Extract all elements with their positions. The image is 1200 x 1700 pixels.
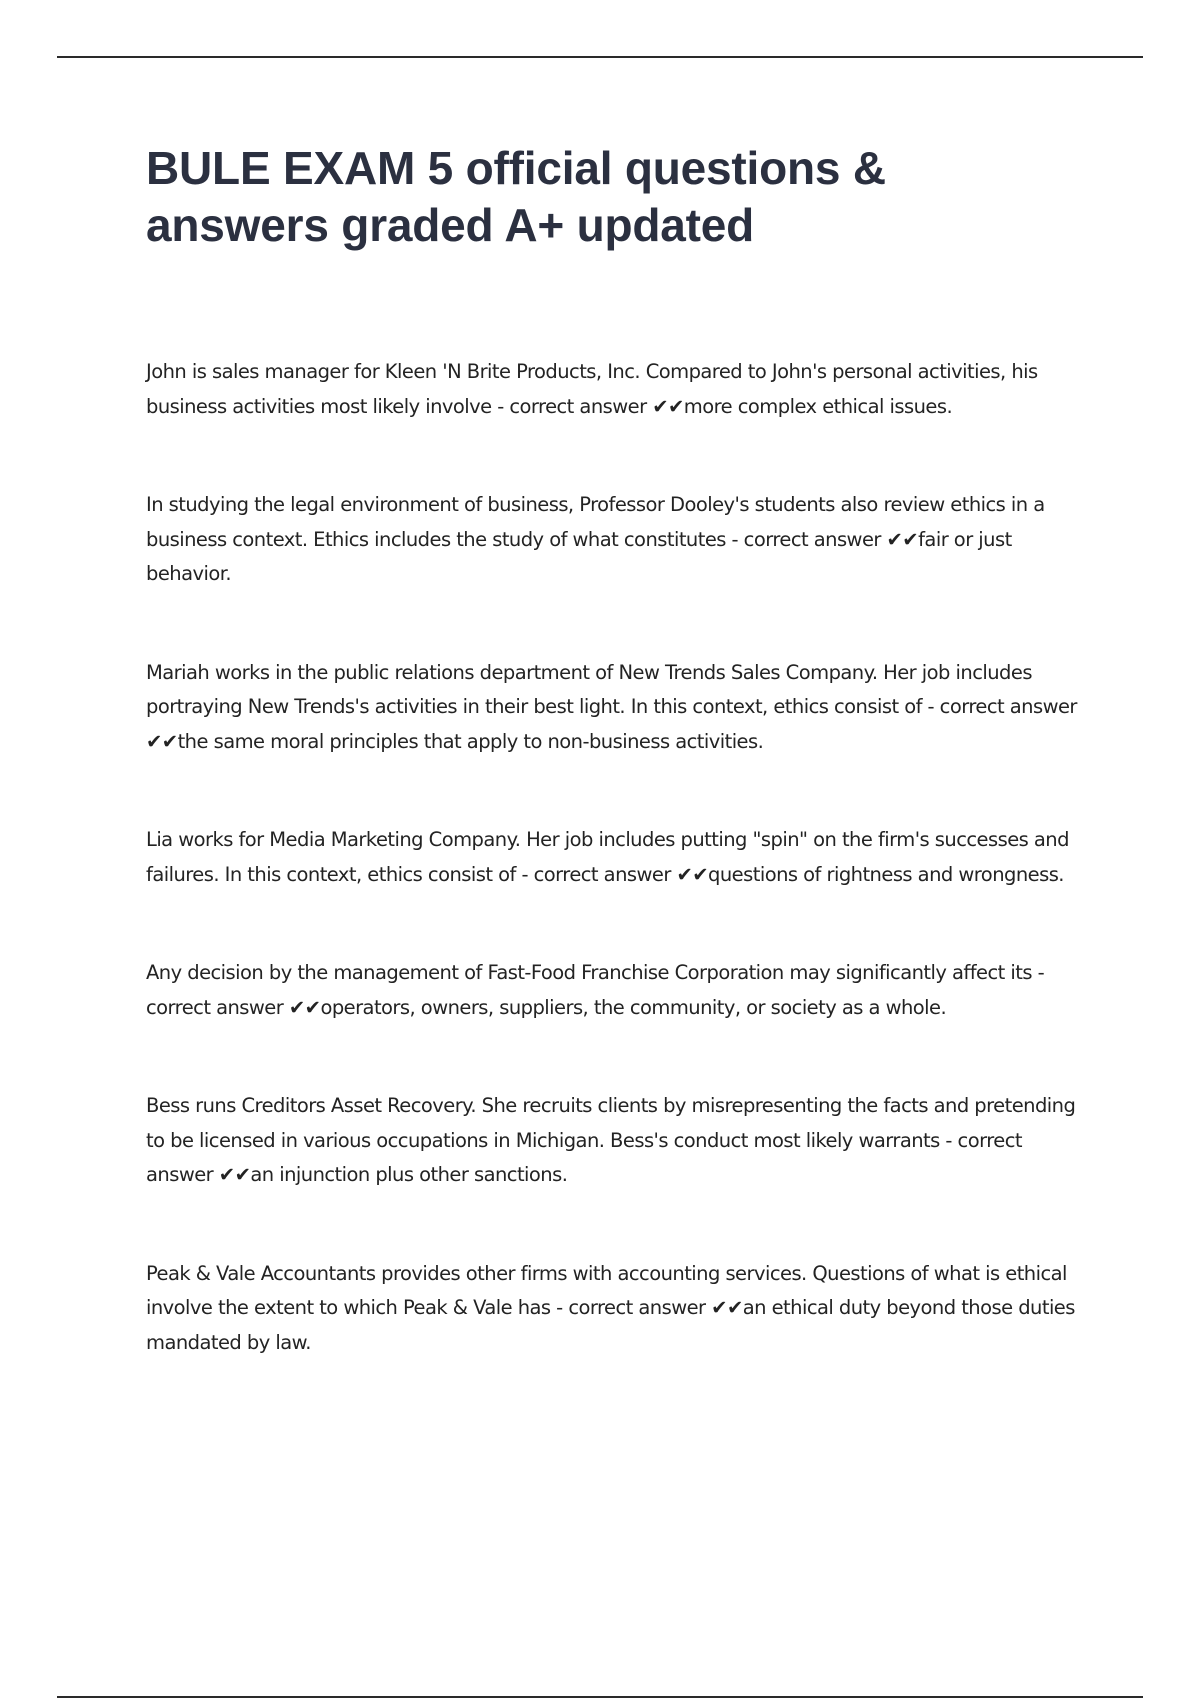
question-text: Bess runs Creditors Asset Recovery. She recruits clients by misrepresenting the facts and pretending to be licensed in various occupations in Michigan. Bess's conduct most likely warrants - correct answer ✔✔: [146, 1094, 1076, 1186]
question-text: Mariah works in the public relations department of New Trends Sales Company. Her job includes portraying New Trends's activities in their best light. In this context, ethics consist of - correct answer ✔✔: [146, 660, 1077, 753]
answer-text: an ethical duty beyond those duties mandated by law.: [146, 1296, 1075, 1354]
qa-item: [146, 656, 1086, 760]
question-text: Peak & Vale Accountants provides other firms with accounting services. Questions of what is ethical involve the extent to which Peak & Vale has - correct answer ✔✔: [146, 1261, 1067, 1319]
header-rule: [57, 56, 1143, 58]
answer-text: fair or just behavior.: [146, 527, 1012, 585]
answer-text: an injunction plus other sanctions.: [250, 1163, 568, 1186]
question-text: Any decision by the management of Fast-Food Franchise Corporation may significantly affect its - correct answer ✔✔: [146, 961, 1045, 1019]
answer-text: operators, owners, suppliers, the community, or society as a whole.: [320, 995, 947, 1019]
question-text: John is sales manager for Kleen 'N Brite Products, Inc. Compared to John's personal activities, his business activities most likely involve - correct answer ✔✔: [146, 360, 1038, 418]
answer-text: the same moral principles that apply to non-business activities.: [177, 729, 764, 753]
footer-rule: [57, 1696, 1143, 1698]
qa-item: [146, 956, 1086, 1025]
qa-item: [146, 355, 1086, 424]
qa-item: [146, 1257, 1086, 1361]
qa-item: [146, 823, 1086, 892]
question-text: Lia works for Media Marketing Company. Her job includes putting "spin" on the firm's successes and failures. In this context, ethics consist of - correct answer ✔✔: [146, 828, 1069, 886]
page-title: BULE EXAM 5 official questions & answers graded A+ updated: [146, 142, 886, 251]
answer-text: questions of rightness and wrongness.: [708, 862, 1064, 886]
answer-text: more complex ethical issues.: [683, 394, 953, 418]
qa-item: [146, 1089, 1086, 1193]
qa-item: [146, 488, 1086, 592]
question-text: In studying the legal environment of business, Professor Dooley's students also review ethics in a business context. Ethics includes the study of what constitutes - correct answer ✔✔: [146, 493, 1045, 551]
qa-list: [146, 355, 1086, 1424]
